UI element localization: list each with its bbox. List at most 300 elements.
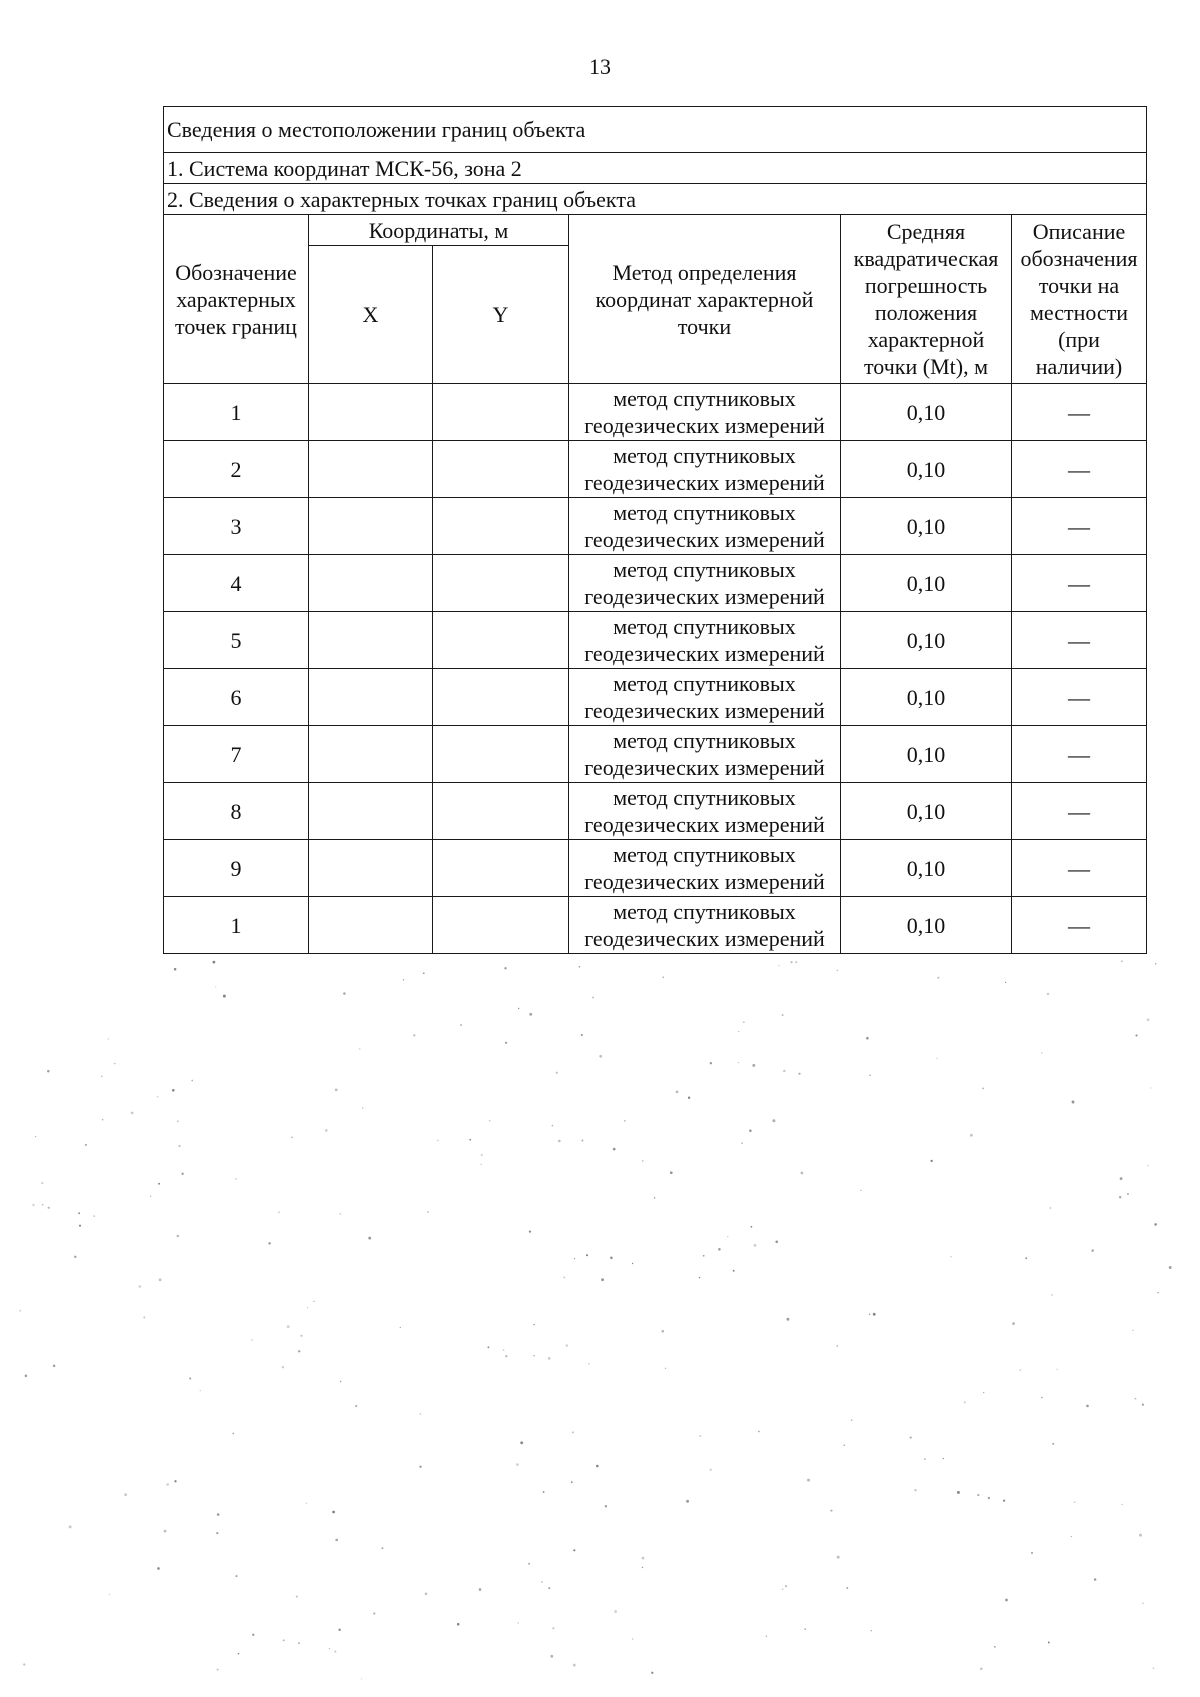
y-cell	[433, 555, 569, 612]
speck	[291, 1136, 293, 1138]
speck	[469, 1139, 471, 1141]
description-cell	[1012, 840, 1147, 897]
point-cell-text: 6	[230, 684, 242, 710]
speck	[1091, 1249, 1094, 1252]
speck	[235, 1178, 236, 1179]
y-cell	[433, 783, 569, 840]
speck	[1005, 1599, 1008, 1602]
speck	[335, 1539, 338, 1542]
speck	[109, 1594, 110, 1595]
speck	[528, 1563, 530, 1565]
speck	[846, 1587, 848, 1589]
speck	[403, 979, 404, 980]
speck	[178, 1145, 180, 1147]
speck	[581, 1034, 583, 1036]
method-cell-text: метод спутниковых геодезических измерений	[584, 785, 825, 837]
speck	[287, 1325, 290, 1328]
speck	[332, 1511, 335, 1514]
speck	[1086, 1405, 1089, 1408]
speck	[1019, 1369, 1021, 1371]
speck	[1041, 1397, 1042, 1398]
speck	[738, 1031, 739, 1032]
coordinate-system-row: 1. Система координат МСК-56, зона 2	[164, 153, 1147, 184]
speck	[914, 1489, 916, 1491]
speck	[298, 1350, 300, 1352]
speck	[223, 995, 226, 998]
description-cell	[1012, 897, 1147, 954]
method-cell	[569, 441, 841, 498]
speck	[159, 1278, 162, 1281]
page-number: 13	[589, 54, 611, 79]
accuracy-cell-text: 0,10	[906, 399, 946, 425]
speck	[550, 1655, 553, 1658]
header-method: Метод определения координат характерной точки	[569, 215, 841, 384]
x-cell	[309, 840, 433, 897]
speck	[177, 1120, 179, 1122]
speck	[1047, 993, 1049, 995]
speck	[552, 1125, 554, 1127]
speck	[69, 1525, 72, 1528]
speck	[772, 1119, 775, 1122]
speck	[605, 1505, 607, 1507]
accuracy-cell-text: 0,10	[906, 798, 946, 824]
speck	[313, 1301, 314, 1302]
speck	[381, 1547, 383, 1549]
point-cell-text: 3	[230, 513, 242, 539]
speck	[131, 1112, 134, 1115]
speck	[964, 1401, 966, 1403]
speck	[766, 1636, 767, 1637]
speck	[670, 1171, 673, 1174]
description-cell	[1012, 726, 1147, 783]
speck	[400, 1327, 401, 1328]
x-cell	[309, 384, 433, 441]
accuracy-cell-text: 0,10	[906, 456, 946, 482]
speck	[85, 1144, 87, 1146]
table-title: Сведения о местоположении границ объекта	[164, 107, 1147, 153]
method-cell	[569, 612, 841, 669]
y-cell	[433, 897, 569, 954]
speck	[200, 1390, 201, 1391]
y-cell	[433, 441, 569, 498]
accuracy-cell	[841, 384, 1012, 441]
speck	[251, 1339, 253, 1341]
method-cell-text: метод спутниковых геодезических измерений	[584, 671, 825, 723]
speck	[503, 1349, 505, 1351]
method-cell	[569, 384, 841, 441]
speck	[869, 1313, 871, 1315]
speck	[1074, 1502, 1075, 1503]
speck	[1135, 1034, 1137, 1036]
speck	[937, 977, 939, 979]
method-cell-text: метод спутниковых геодезических измерений	[584, 500, 825, 552]
speck	[533, 1355, 534, 1356]
speck	[579, 966, 581, 968]
speck	[74, 1256, 76, 1258]
speck	[335, 1089, 338, 1092]
speck	[42, 1204, 43, 1205]
speck	[936, 1058, 938, 1060]
speck	[78, 1212, 80, 1214]
speck	[1127, 1193, 1129, 1195]
speck	[1041, 1052, 1042, 1053]
speck	[93, 1215, 95, 1217]
speck	[775, 1241, 778, 1244]
speck	[573, 1549, 575, 1551]
speck	[548, 1357, 551, 1360]
method-cell-text: метод спутниковых геодезических измерений	[584, 386, 825, 438]
speck	[574, 1258, 575, 1259]
description-cell-text: —	[1068, 570, 1090, 596]
speck	[977, 1494, 979, 1496]
speck	[102, 1119, 103, 1120]
speck	[181, 1173, 183, 1175]
x-cell	[309, 555, 433, 612]
accuracy-cell	[841, 783, 1012, 840]
method-cell	[569, 669, 841, 726]
speck	[710, 1469, 712, 1471]
speck	[910, 1437, 912, 1439]
speck	[610, 1256, 613, 1259]
speck	[359, 1048, 360, 1049]
speck	[749, 1129, 752, 1132]
speck	[866, 1037, 869, 1040]
description-cell	[1012, 498, 1147, 555]
speck	[1135, 1398, 1137, 1400]
speck	[437, 1140, 439, 1142]
speck	[489, 1120, 491, 1122]
speck	[139, 1285, 142, 1288]
speck	[871, 1630, 872, 1631]
point-cell	[164, 498, 309, 555]
speck	[1031, 1552, 1033, 1554]
table-row	[164, 555, 1147, 612]
method-cell-text: метод спутниковых геодезических измерений	[584, 842, 825, 894]
description-cell	[1012, 783, 1147, 840]
speck	[651, 1672, 653, 1674]
speck	[738, 1062, 739, 1063]
speck	[41, 1182, 43, 1184]
speck	[1025, 1257, 1027, 1259]
speck	[844, 1445, 845, 1446]
speck	[278, 1211, 280, 1213]
speck	[873, 1313, 876, 1316]
point-cell-text: 9	[230, 855, 242, 881]
speck	[1147, 1018, 1150, 1021]
speck	[19, 1310, 21, 1312]
method-cell-text: метод спутниковых геодезических измерений	[584, 614, 825, 666]
speck	[48, 1207, 50, 1209]
table-row	[164, 441, 1147, 498]
speck	[548, 1587, 550, 1589]
speck	[158, 1183, 160, 1185]
speck	[1051, 1294, 1053, 1296]
speck	[32, 1204, 34, 1206]
speck	[217, 1669, 219, 1671]
speck	[343, 992, 346, 995]
header-designation: Обозначение характерных точек границ	[164, 215, 309, 384]
speck	[1048, 1642, 1050, 1644]
speck	[368, 1237, 371, 1240]
speck	[613, 1148, 616, 1151]
speck	[994, 1646, 996, 1648]
speck	[232, 1433, 234, 1435]
speck	[601, 1278, 604, 1281]
speck	[334, 1651, 336, 1653]
speck	[970, 1134, 973, 1137]
description-cell-text: —	[1068, 684, 1090, 710]
speck	[329, 1648, 330, 1649]
speck	[306, 1503, 307, 1504]
speck	[1012, 1322, 1015, 1325]
speck	[703, 1255, 705, 1257]
points-section-row: 2. Сведения о характерных точках границ объекта	[164, 184, 1147, 215]
y-cell	[433, 726, 569, 783]
speck	[581, 1140, 583, 1142]
speck	[1142, 1602, 1144, 1604]
speck	[662, 976, 664, 978]
x-cell	[309, 441, 433, 498]
speck	[481, 1164, 482, 1165]
speck	[355, 1405, 357, 1407]
speck	[215, 986, 216, 987]
speck	[423, 972, 425, 974]
speck	[529, 1013, 532, 1016]
table-row	[164, 384, 1147, 441]
description-cell-text: —	[1068, 741, 1090, 767]
point-cell-text: 2	[230, 456, 242, 482]
speck	[174, 968, 177, 971]
description-cell	[1012, 384, 1147, 441]
table-row	[164, 498, 1147, 555]
speck	[798, 1073, 800, 1075]
description-cell-text: —	[1068, 456, 1090, 482]
speck	[654, 1197, 655, 1198]
accuracy-cell-text: 0,10	[906, 627, 946, 653]
method-cell-text: метод спутниковых геодезических измерений	[584, 899, 825, 951]
description-cell-text: —	[1068, 798, 1090, 824]
speck	[213, 961, 216, 964]
boundary-points-table	[163, 106, 1147, 954]
point-cell	[164, 783, 309, 840]
speck	[373, 1612, 375, 1614]
speck	[166, 1483, 169, 1486]
speck	[751, 1226, 753, 1228]
table-row	[164, 840, 1147, 897]
speck	[23, 1663, 25, 1665]
speck	[419, 1466, 421, 1468]
speck	[235, 1575, 237, 1577]
description-cell	[1012, 669, 1147, 726]
speck	[718, 1248, 721, 1251]
speck	[632, 1263, 633, 1264]
description-cell	[1012, 555, 1147, 612]
point-cell	[164, 384, 309, 441]
speck	[189, 1377, 191, 1379]
speck	[782, 1014, 784, 1016]
speck	[943, 1458, 944, 1459]
speck	[950, 1256, 951, 1257]
accuracy-cell-text: 0,10	[906, 570, 946, 596]
speck	[460, 1024, 462, 1026]
speck	[505, 1042, 507, 1044]
speck	[124, 1493, 127, 1496]
accuracy-cell-text: 0,10	[906, 912, 946, 938]
point-cell	[164, 612, 309, 669]
speck	[217, 1513, 220, 1516]
y-cell	[433, 612, 569, 669]
speck	[35, 1136, 36, 1137]
method-cell-text: метод спутниковых геодезических измерений	[584, 728, 825, 780]
speck	[1142, 1404, 1144, 1406]
speck	[533, 1324, 534, 1325]
description-cell-text: —	[1068, 399, 1090, 425]
speck	[1150, 1087, 1151, 1088]
speck	[754, 1244, 757, 1247]
speck	[556, 1072, 558, 1074]
speck	[1003, 1500, 1005, 1502]
header-x: X	[309, 246, 433, 384]
x-cell	[309, 612, 433, 669]
point-cell-text: 7	[230, 741, 242, 767]
speck	[529, 1231, 531, 1233]
y-cell	[433, 384, 569, 441]
method-cell	[569, 555, 841, 612]
speck	[743, 1021, 745, 1023]
speck	[1132, 1330, 1133, 1331]
speck	[752, 1064, 755, 1067]
speck	[588, 1363, 589, 1364]
speck	[632, 1638, 633, 1639]
speck	[216, 1532, 218, 1534]
table-row	[164, 612, 1147, 669]
speck	[804, 1628, 806, 1630]
speck	[552, 1627, 554, 1629]
method-cell	[569, 726, 841, 783]
point-cell	[164, 726, 309, 783]
speck	[191, 1080, 193, 1082]
speck	[566, 1344, 568, 1346]
speck	[1153, 1667, 1155, 1669]
x-cell	[309, 726, 433, 783]
y-cell	[433, 669, 569, 726]
speck	[79, 1225, 81, 1227]
speck	[642, 1567, 644, 1569]
y-cell	[433, 840, 569, 897]
speck	[1147, 1165, 1148, 1166]
speck	[300, 1335, 302, 1337]
speck	[481, 1154, 483, 1156]
speck	[479, 1588, 482, 1591]
speck	[599, 1055, 602, 1058]
point-cell-text: 8	[230, 798, 242, 824]
speck	[543, 1491, 545, 1493]
speck	[53, 1365, 55, 1367]
speck	[563, 1276, 565, 1278]
accuracy-cell	[841, 555, 1012, 612]
speck	[340, 1381, 341, 1382]
speck	[457, 1623, 460, 1626]
speck	[596, 1465, 599, 1468]
speck	[157, 1096, 159, 1098]
accuracy-cell-text: 0,10	[906, 513, 946, 539]
speck	[676, 1091, 679, 1094]
header-description: Описание обозначения точки на местности (при наличии)	[1012, 215, 1147, 384]
table-row	[164, 726, 1147, 783]
speck	[1121, 960, 1123, 962]
speck	[727, 1236, 728, 1237]
speck	[710, 1062, 712, 1064]
method-cell	[569, 840, 841, 897]
method-cell	[569, 783, 841, 840]
point-cell-text: 1	[230, 912, 242, 938]
speck	[413, 1034, 415, 1036]
speck	[517, 1622, 519, 1624]
y-cell	[433, 498, 569, 555]
speck	[268, 1242, 270, 1244]
speck	[1119, 1196, 1121, 1198]
speck	[1139, 1534, 1142, 1537]
speck	[785, 1585, 787, 1587]
description-cell-text: —	[1068, 513, 1090, 539]
speck	[164, 1530, 167, 1533]
speck	[520, 1441, 523, 1444]
speck	[361, 1678, 362, 1679]
point-cell-text: 4	[230, 570, 242, 596]
speck	[924, 1458, 926, 1460]
speck	[325, 1129, 328, 1132]
speck	[425, 1593, 428, 1596]
speck	[1120, 1177, 1123, 1180]
speck	[25, 1375, 28, 1378]
speck	[157, 1567, 160, 1570]
speck	[624, 1120, 625, 1121]
speck	[1005, 982, 1006, 983]
speck	[930, 1160, 932, 1162]
speck	[504, 967, 506, 969]
speck	[1052, 1443, 1054, 1445]
speck	[296, 1596, 298, 1598]
point-cell-text: 1	[230, 399, 242, 425]
speck	[283, 1639, 285, 1641]
speck	[851, 1419, 853, 1421]
speck	[837, 1345, 838, 1346]
description-cell-text: —	[1068, 627, 1090, 653]
point-cell-text: 5	[230, 627, 242, 653]
speck	[339, 1213, 341, 1215]
speck	[699, 1277, 700, 1278]
speck	[988, 1497, 990, 1499]
method-cell	[569, 498, 841, 555]
speck	[143, 1316, 145, 1318]
speck	[1155, 963, 1156, 964]
speck	[983, 1392, 984, 1393]
speck	[172, 1089, 175, 1092]
speck	[571, 1481, 573, 1483]
speck	[783, 1070, 785, 1072]
speck	[1072, 1101, 1075, 1104]
speck	[516, 1463, 519, 1466]
speck	[101, 1076, 102, 1077]
x-cell	[309, 498, 433, 555]
accuracy-cell	[841, 726, 1012, 783]
speck	[558, 1140, 561, 1143]
speck	[1169, 1266, 1172, 1269]
speck	[176, 1235, 179, 1238]
speck	[869, 1075, 870, 1076]
speck	[699, 1435, 701, 1437]
speck	[420, 1413, 421, 1414]
